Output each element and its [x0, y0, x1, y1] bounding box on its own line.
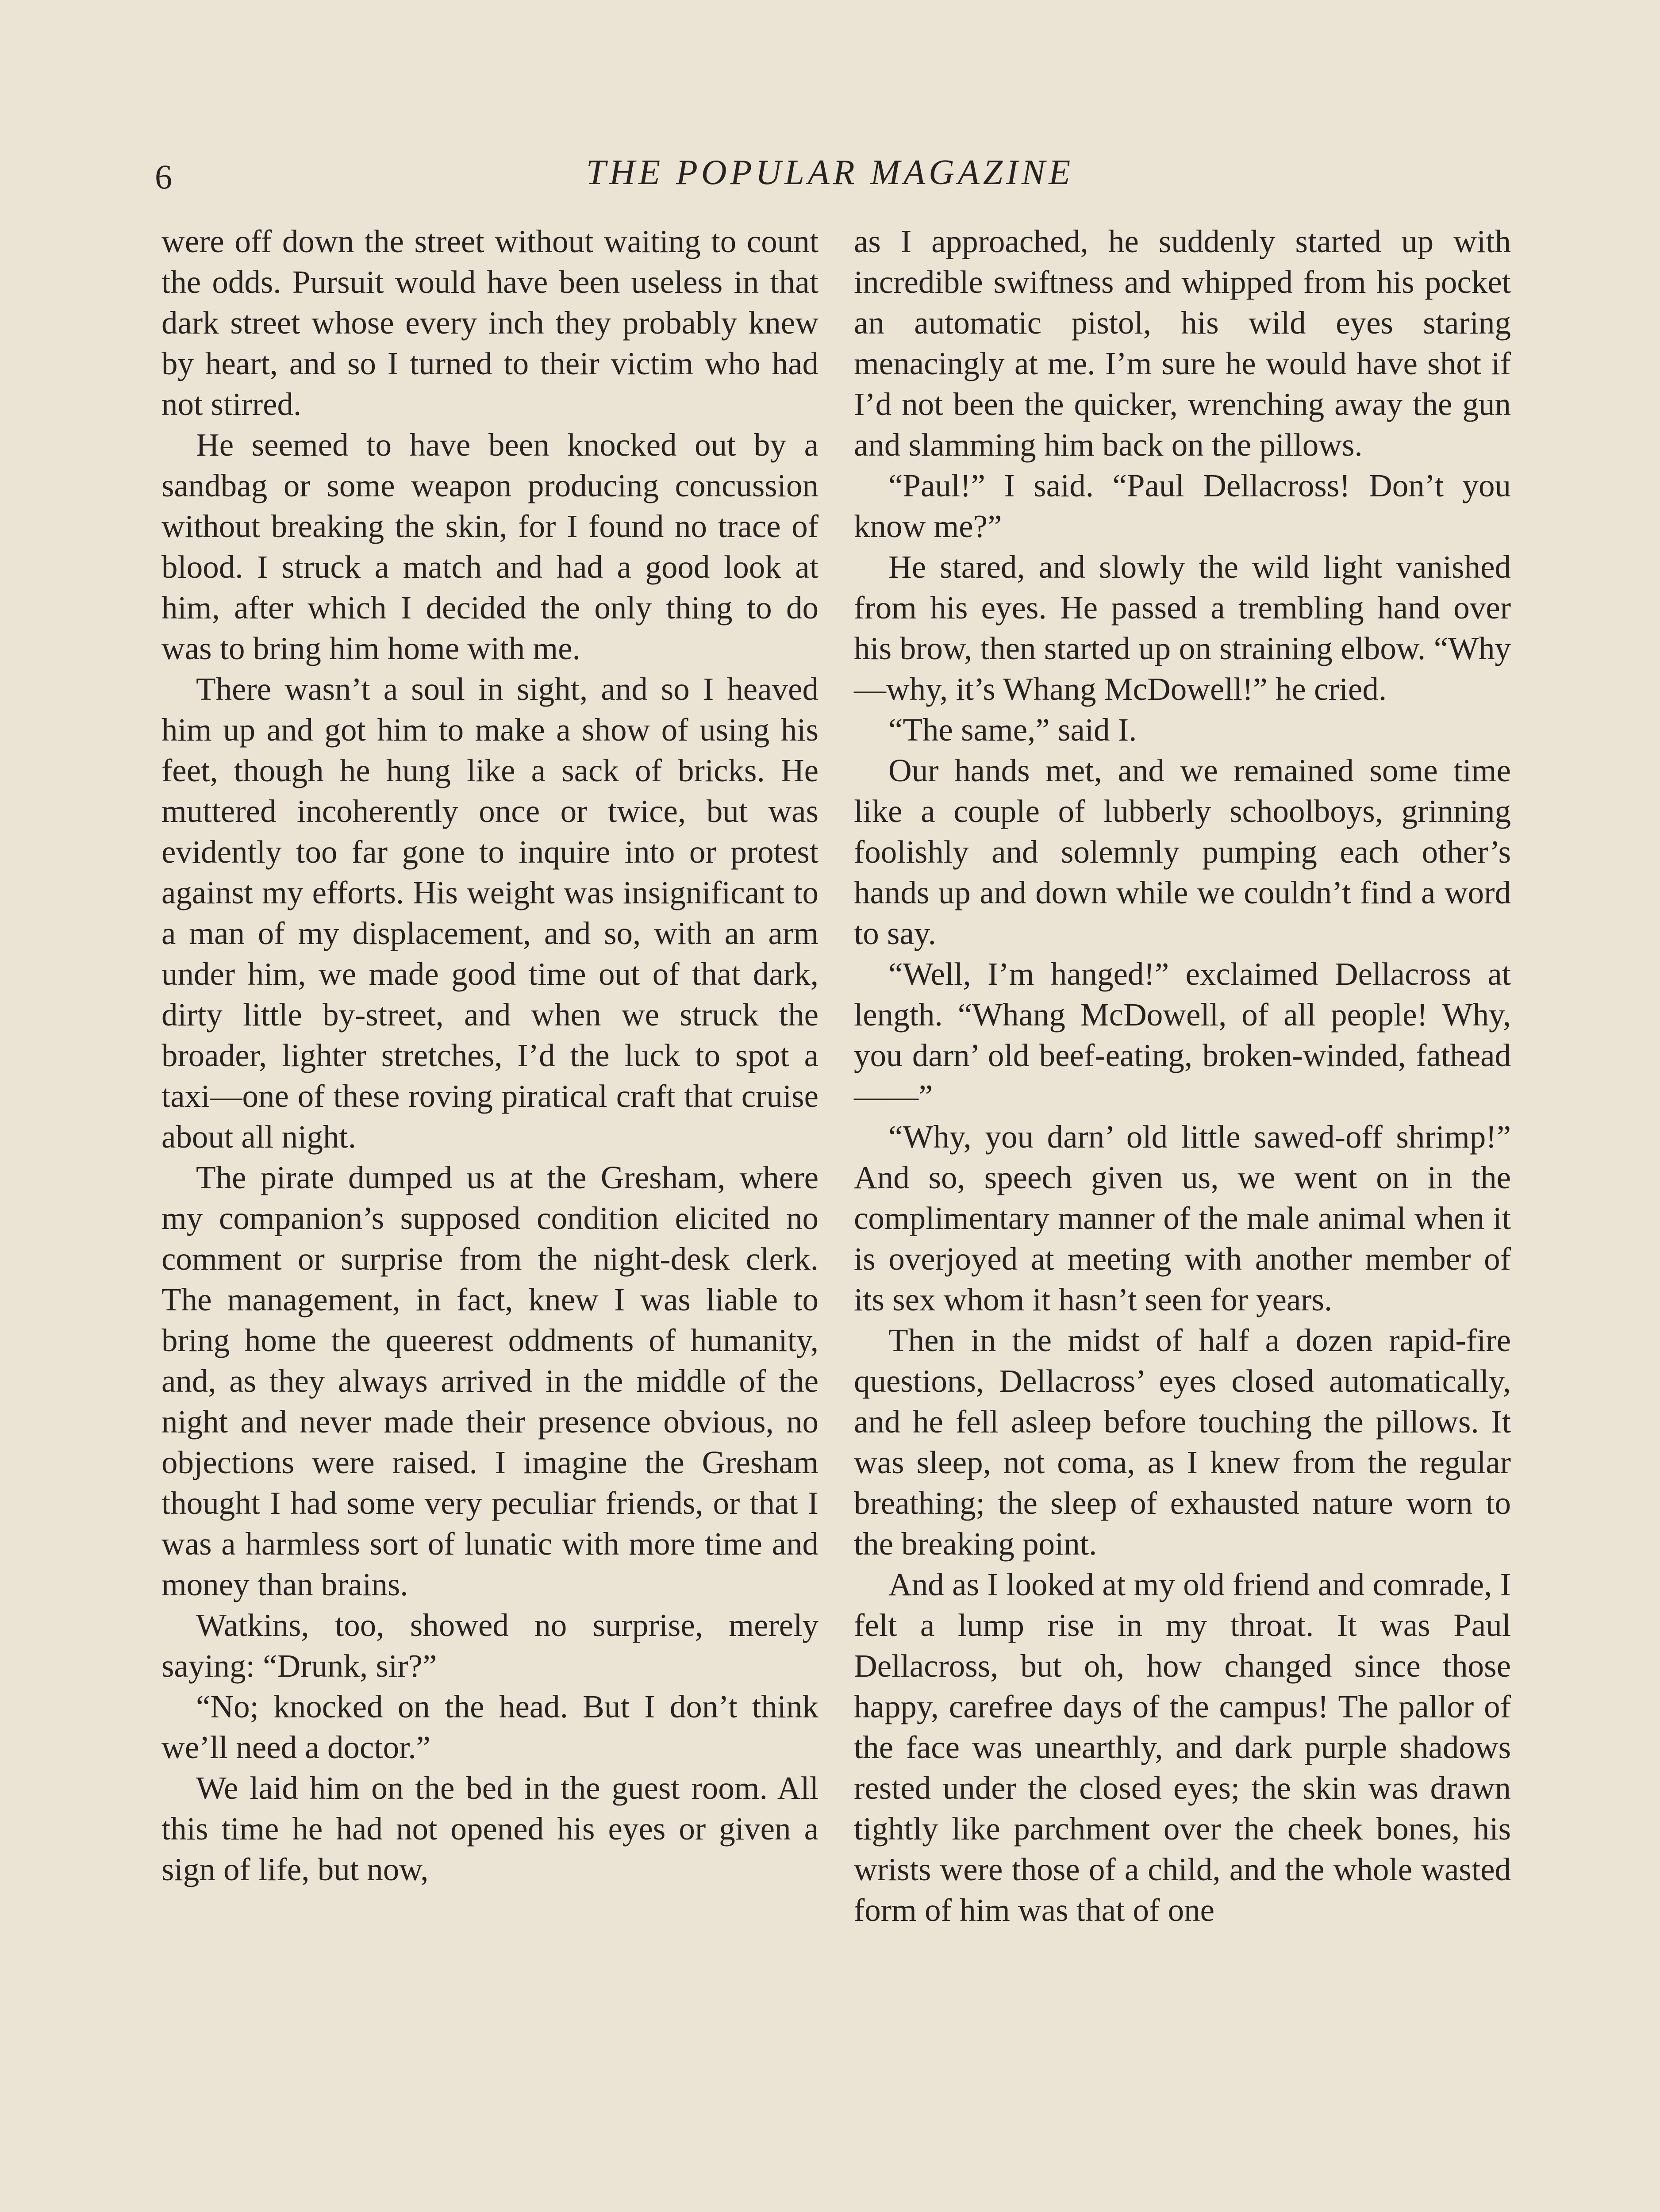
- paragraph: Our hands met, and we remained some time like a couple of lubberly schoolboys, grinning foolishly and solemnly pumping each other’s hands up and down while we couldn’t find a word to say.: [854, 753, 1511, 951]
- right-column: [854, 221, 1511, 1931]
- paragraph: “Paul!” I said. “Paul Dellacross! Don’t you know me?”: [854, 468, 1511, 544]
- page-header: [0, 146, 1660, 204]
- paragraph: He seemed to have been knocked out by a sandbag or some weapon producing concussion without breaking the skin, for I found no trace of blood. I struck a match and had a good look at him, after which I decided the only thing to do was to bring him home with me.: [161, 427, 818, 666]
- paragraph: Watkins, too, showed no surprise, merely saying: “Drunk, sir?”: [161, 1607, 818, 1684]
- paragraph: “The same,” said I.: [888, 712, 1137, 748]
- paragraph: “Well, I’m hanged!” exclaimed Dellacross at length. “Whang McDowell, of all people! Why, you darn’ old beef-eating, broken-winded, fathead——”: [854, 956, 1511, 1114]
- paragraph: There wasn’t a soul in sight, and so I heaved him up and got him to make a show of using his feet, though he hung like a sack of bricks. He muttered incoherently once or twice, but was evidently too far gone to inquire into or protest against my efforts. His weight was insignificant to a man of my displacement, and so, with an arm under him, we made good time out of that dark, dirty little by-street, and when we struck the broader, lighter stretches, I’d the luck to spot a taxi—one of these roving piratical craft that cruise about all night.: [161, 671, 818, 1155]
- paragraph: were off down the street without waiting to count the odds. Pursuit would have been useless in that dark street whose every inch they probably knew by heart, and so I turned to their victim who had not stirred.: [161, 223, 818, 422]
- paragraph: The pirate dumped us at the Gresham, where my companion’s supposed condition elicited no comment or surprise from the night-desk clerk. The management, in fact, knew I was liable to bring home the queerest oddments of humanity, and, as they always arrived in the middle of the night and never made their presence obvious, no objections were raised. I imagine the Gresham thought I had some very peculiar friends, or that I was a harmless sort of lunatic with more time and money than brains.: [161, 1160, 818, 1602]
- running-title: THE POPULAR MAGAZINE: [586, 153, 1074, 192]
- page-number: 6: [155, 157, 172, 196]
- paragraph: “Why, you darn’ old little sawed-off shrimp!” And so, speech given us, we went on in the complimentary manner of the male animal when it is overjoyed at meeting with another member of its sex whom it hasn’t seen for years.: [854, 1119, 1511, 1317]
- left-column: [161, 221, 818, 1890]
- paragraph: And as I looked at my old friend and comrade, I felt a lump rise in my throat. It was Paul Dellacross, but oh, how changed since those happy, carefree days of the campus! The pallor of the face was unearthly, and dark purple shadows rested under the closed eyes; the skin was drawn tightly like parchment over the cheek bones, his wrists were those of a child, and the whole wasted form of him was that of one: [854, 1567, 1511, 1928]
- paragraph: Then in the midst of half a dozen rapid-fire questions, Dellacross’ eyes closed automatically, and he fell asleep before touching the pillows. It was sleep, not coma, as I knew from the regular breathing; the sleep of exhausted nature worn to the breaking point.: [854, 1322, 1511, 1562]
- paragraph: We laid him on the bed in the guest room. All this time he had not opened his eyes or given a sign of life, but now,: [161, 1770, 818, 1887]
- paragraph: as I approached, he suddenly started up with incredible swiftness and whipped from his pocket an automatic pistol, his wild eyes staring menacingly at me. I’m sure he would have shot if I’d not been the quicker, wrenching away the gun and slamming him back on the pillows.: [854, 223, 1511, 463]
- paragraph: “No; knocked on the head. But I don’t think we’ll need a doctor.”: [161, 1689, 818, 1765]
- paragraph: He stared, and slowly the wild light vanished from his eyes. He passed a trembling hand over his brow, then started up on straining elbow. “Why—why, it’s Whang McDowell!” he cried.: [854, 549, 1511, 707]
